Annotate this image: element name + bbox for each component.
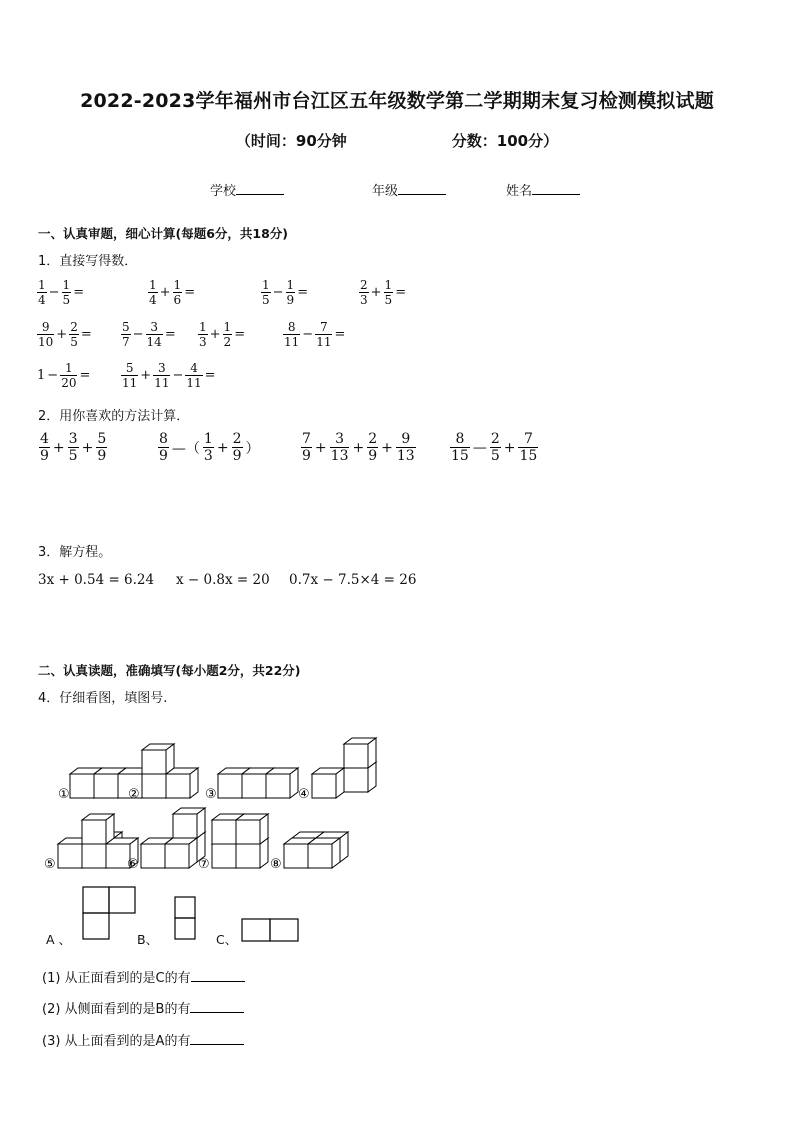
view-c-figure	[241, 918, 311, 948]
exam-meta	[0, 130, 794, 151]
figure-number-label: ②	[128, 787, 140, 802]
q2-expression: $\frac{4}{9}$ + $\frac{3}{5}$ + $\frac{5}{9}$	[40, 431, 107, 464]
section-heading-1: 一、认真审题，细心计算(每题6分，共18分)	[38, 226, 289, 241]
question-1-prompt: 1．直接写得数．	[38, 254, 138, 269]
option-c-label: C、	[216, 932, 238, 947]
question-2-prompt: 2．用你喜欢的方法计算．	[38, 409, 190, 424]
q1-item: $\frac{1}{4}$ + $\frac{1}{6}$ =	[149, 278, 196, 307]
answer-blank[interactable]	[190, 1032, 244, 1045]
equation-2: x − 0.8x = 20	[176, 572, 270, 588]
question-3-prompt: 3．解方程。	[38, 545, 112, 560]
time-label: （时间：90分钟	[235, 132, 347, 150]
grade-label: 年级	[372, 184, 399, 199]
q1-item: $\frac{2}{3}$ + $\frac{1}{5}$ =	[360, 278, 407, 307]
q1-item: $\frac{5}{11}$ + $\frac{3}{11}$ − $\frac{4}{11}$ =	[122, 361, 216, 390]
figure-number-label: ③	[205, 787, 217, 802]
equation-3: 0.7x − 7.5×4 = 26	[289, 572, 417, 588]
figure-number-label: ⑤	[44, 857, 56, 872]
option-a-label: A 、	[46, 932, 72, 947]
q1-item: $\frac{9}{10}$ + $\frac{2}{5}$ =	[38, 320, 92, 349]
grade-field[interactable]	[372, 180, 446, 199]
q2-expression: $\frac{8}{9}$ —（ $\frac{1}{3}$ + $\frac{2}{9}$ ）	[159, 431, 260, 464]
option-b-label: B、	[137, 932, 159, 947]
sub-question-3: (3) 从上面看到的是A的有	[42, 1030, 244, 1049]
equation-1: 3x + 0.54 = 6.24	[38, 572, 155, 588]
figure-number-label: ④	[298, 787, 310, 802]
page-title: 2022-2023学年福州市台江区五年级数学第二学期期末复习检测模拟试题	[80, 90, 714, 112]
view-a-figure	[82, 886, 142, 946]
q1-item: $\frac{8}{11}$ − $\frac{7}{11}$ =	[284, 320, 346, 349]
q2-expression: $\frac{7}{9}$ + $\frac{3}{13}$ + $\frac{2}{9}$ + $\frac{9}{13}$	[302, 431, 415, 464]
figure-number-label: ⑦	[198, 857, 210, 872]
score-label: 分数：100分）	[451, 132, 559, 150]
figure-number-label: ⑧	[270, 857, 282, 872]
q2-expression: $\frac{8}{15}$ — $\frac{2}{5}$ + $\frac{7}{15}$	[451, 431, 538, 464]
question-4-prompt: 4．仔细看图，填图号.	[38, 691, 168, 706]
figure-number-label: ⑥	[127, 857, 139, 872]
section-heading-2: 二、认真读题，准确填写(每小题2分，共22分)	[38, 663, 301, 678]
answer-blank[interactable]	[191, 969, 245, 982]
school-label: 学校	[210, 184, 237, 199]
q1-item: $\frac{1}{4}$ − $\frac{1}{5}$ =	[38, 278, 85, 307]
figure-number-label: ①	[58, 787, 70, 802]
name-field[interactable]	[506, 180, 580, 199]
name-label: 姓名	[506, 184, 533, 199]
q1-item: $\frac{1}{3}$ + $\frac{1}{2}$ =	[199, 320, 246, 349]
answer-blank[interactable]	[190, 1000, 244, 1013]
view-b-figure	[174, 896, 204, 956]
q1-item: $\frac{1}{5}$ − $\frac{1}{9}$ =	[262, 278, 309, 307]
q1-item: $\frac{5}{7}$ − $\frac{3}{14}$ =	[122, 320, 176, 349]
q1-item: 1 − $\frac{1}{20}$ =	[37, 361, 91, 390]
sub-question-2: (2) 从侧面看到的是B的有	[42, 998, 244, 1017]
school-field[interactable]	[210, 180, 284, 199]
sub-question-1: (1) 从正面看到的是C的有	[42, 967, 245, 986]
